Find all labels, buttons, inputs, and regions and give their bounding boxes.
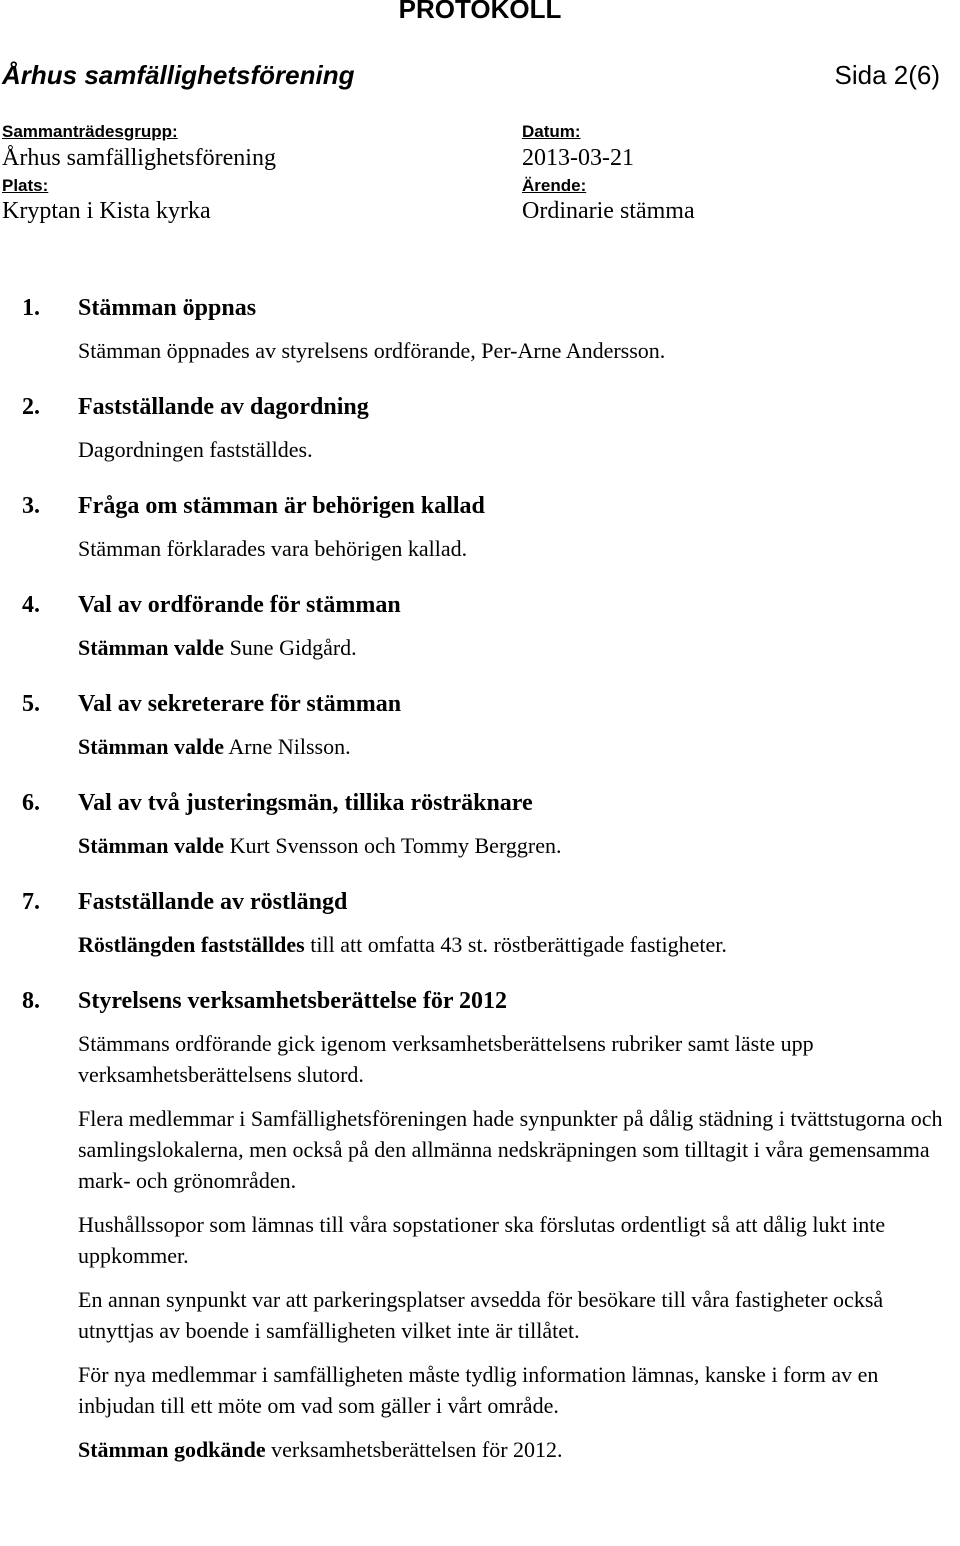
decision-phrase: Röstlängden fastställdes (78, 932, 305, 957)
section-title: Fastställande av dagordning (78, 394, 369, 420)
section-number: 3. (22, 493, 40, 519)
section-paragraph (0, 731, 960, 762)
decision-phrase: Stämman godkände (78, 1437, 266, 1462)
agenda-section (0, 588, 960, 687)
paragraph-text: För nya medlemmar i samfälligheten måste tydlig information lämnas, kanske i form av en inbjudan till ett möte om vad som gäller i vårt område. (78, 1362, 879, 1418)
paragraph-text: Stämman förklarades vara behörigen kallad. (78, 536, 468, 561)
matter-label: Ärende: (522, 176, 587, 195)
decision-phrase: Stämman valde (78, 635, 225, 660)
agenda-section (0, 984, 960, 1465)
document-title: PROTOKOLL (398, 0, 562, 24)
agenda-section (0, 687, 960, 786)
section-heading (0, 885, 960, 919)
section-number: 7. (22, 889, 40, 915)
section-paragraph (0, 1284, 960, 1346)
agenda-section (0, 489, 960, 588)
section-title: Stämman öppnas (78, 295, 257, 321)
organization-name: Århus samfällighetsförening (2, 60, 355, 90)
agenda-section (0, 885, 960, 984)
date-value: 2013-03-21 (522, 145, 634, 171)
section-title: Fastställande av röstlängd (78, 889, 348, 915)
paragraph-text: Stämmans ordförande gick igenom verksamhetsberättelsens rubriker samt läste upp verksamhetsberättelsens slutord. (78, 1031, 814, 1087)
section-paragraph (0, 434, 960, 465)
section-title: Fråga om stämman är behörigen kallad (78, 493, 485, 519)
minutes-sections (0, 291, 960, 1465)
agenda-section (0, 786, 960, 885)
section-title: Val av sekreterare för stämman (78, 691, 402, 717)
section-paragraph (0, 335, 960, 366)
section-paragraph (0, 1103, 960, 1196)
section-number: 2. (22, 394, 40, 420)
meeting-group-value: Århus samfällighetsförening (2, 145, 276, 171)
section-number: 5. (22, 691, 40, 717)
section-heading (0, 786, 960, 820)
paragraph-text: Stämman öppnades av styrelsens ordförande, Per-Arne Andersson. (78, 338, 666, 363)
meeting-group-label: Sammanträdesgrupp: (2, 122, 178, 141)
section-paragraph (0, 1359, 960, 1421)
section-paragraph (0, 1434, 960, 1465)
section-title: Val av ordförande för stämman (78, 592, 401, 618)
section-paragraph (0, 929, 960, 960)
section-title: Val av två justeringsmän, tillika rösträknare (78, 790, 533, 816)
section-paragraph (0, 1028, 960, 1090)
page-number: Sida 2(6) (834, 60, 940, 90)
section-heading (0, 984, 960, 1018)
section-number: 1. (22, 295, 40, 321)
paragraph-text: Flera medlemmar i Samfällighetsföreningen hade synpunkter på dålig städning i tvättstugorna och samlingslokalerna, men också på den allmänna nedskräpningen som tilltagit i våra gemensamma mark- och grönområden. (78, 1106, 943, 1193)
section-number: 6. (22, 790, 40, 816)
agenda-section (0, 390, 960, 489)
paragraph-text: Arne Nilsson. (224, 734, 351, 759)
date-label: Datum: (522, 122, 581, 141)
section-heading (0, 291, 960, 325)
section-title: Styrelsens verksamhetsberättelse för 2012 (78, 988, 508, 1014)
paragraph-text: Hushållssopor som lämnas till våra sopstationer ska förslutas ordentligt så att dålig lukt inte uppkommer. (78, 1212, 886, 1268)
paragraph-text: verksamhetsberättelsen för 2012. (265, 1437, 563, 1462)
agenda-section (0, 291, 960, 390)
place-value: Kryptan i Kista kyrka (2, 198, 211, 224)
section-paragraph (0, 1209, 960, 1271)
section-paragraph (0, 632, 960, 663)
decision-phrase: Stämman valde (78, 833, 225, 858)
section-number: 8. (22, 988, 40, 1014)
paragraph-text: En annan synpunkt var att parkeringsplatser avsedda för besökare till våra fastigheter också utnyttjas av boende i samfälligheten vilket inte är tillåtet. (78, 1287, 884, 1343)
section-paragraph (0, 830, 960, 861)
paragraph-text: Dagordningen fastställdes. (78, 437, 313, 462)
section-heading (0, 588, 960, 622)
section-heading (0, 390, 960, 424)
paragraph-text: Kurt Svensson och Tommy Berggren. (224, 833, 562, 858)
section-heading (0, 687, 960, 721)
paragraph-text: Sune Gidgård. (224, 635, 357, 660)
section-heading (0, 489, 960, 523)
paragraph-text: till att omfatta 43 st. röstberättigade fastigheter. (304, 932, 727, 957)
section-number: 4. (22, 592, 40, 618)
matter-value: Ordinarie stämma (522, 198, 695, 224)
place-label: Plats: (2, 176, 49, 195)
section-paragraph (0, 533, 960, 564)
decision-phrase: Stämman valde (78, 734, 225, 759)
